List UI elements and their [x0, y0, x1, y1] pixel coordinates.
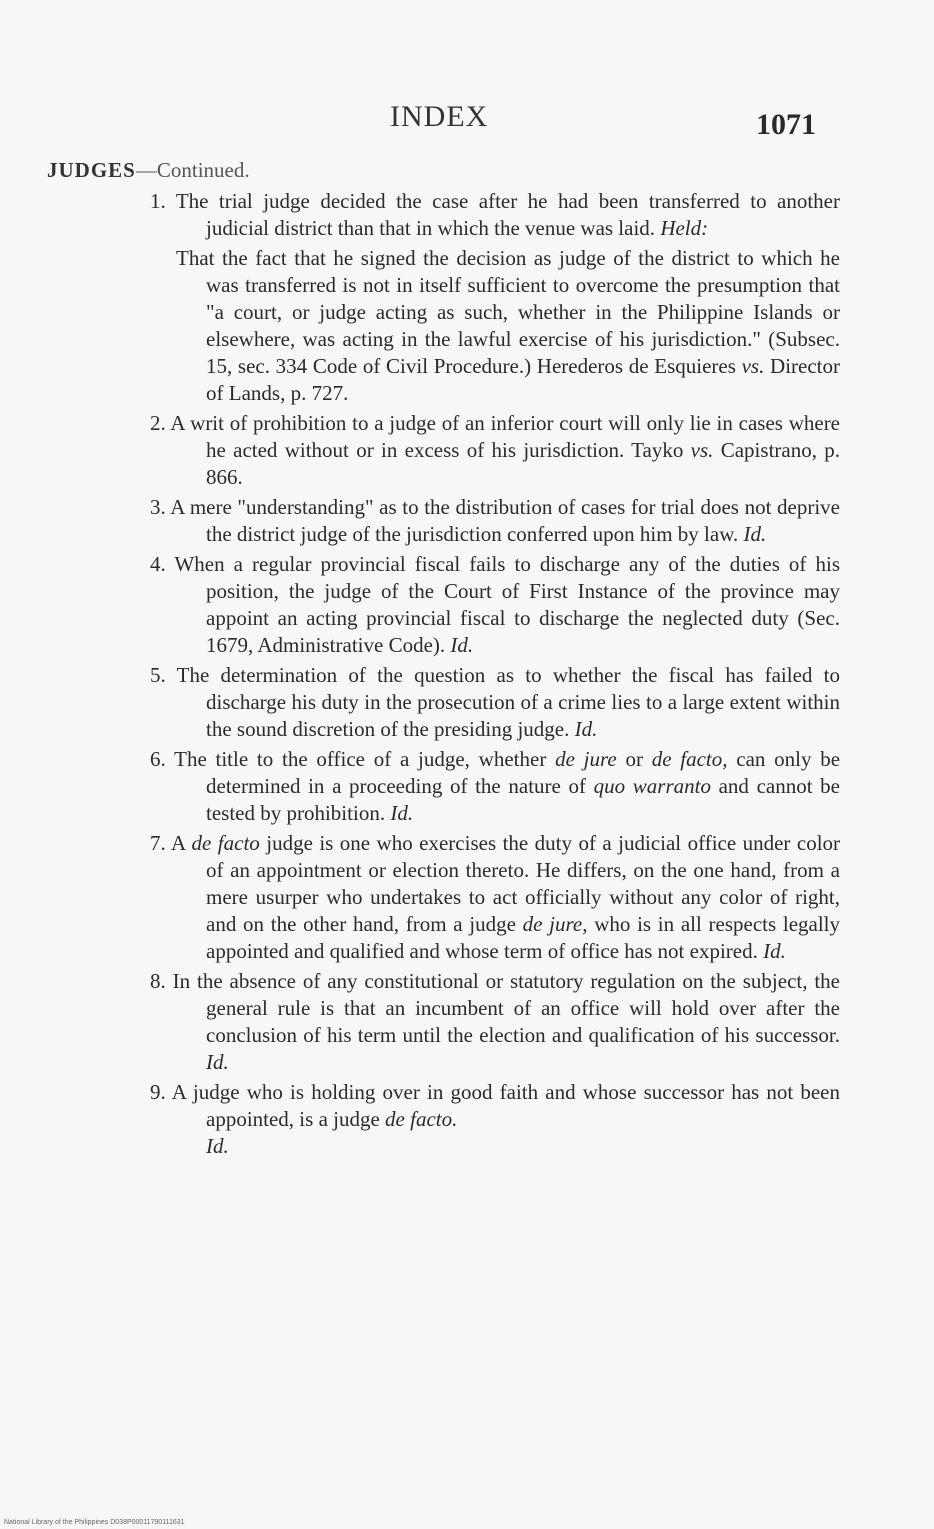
latin-term: de facto, — [651, 747, 728, 771]
held-label: Held: — [660, 216, 709, 240]
id-reference: Id. — [390, 801, 414, 825]
entry-number: 5. — [150, 663, 166, 687]
entry-number: 9. — [150, 1080, 166, 1104]
entry-text: and cannot be tested by prohibition. — [206, 774, 841, 825]
entry-text: judge is one who exercises the duty of a judicial office under color of an appointment or election thereto. He differs, on the one hand, from a mere usurper who undertakes to act officially without any color of right, and on the other hand, from a judge — [206, 831, 841, 936]
entry-text: A — [171, 831, 186, 855]
entry-number: 6. — [150, 747, 166, 771]
index-entry-5 — [150, 662, 840, 743]
section-heading — [47, 158, 250, 183]
scan-footer-note: National Library of the Philippines D038P00011790111631 — [4, 1519, 185, 1526]
entry-text: can only be determined in a proceeding of the nature of — [206, 747, 841, 798]
held-text: That the fact that he signed the decision as judge of the district to which he was transferred is not in itself sufficient to overcome the presumption that "a court, or judge acting as such, whether in the Philippine Islands or elsewhere, was acting in the lawful exercise of his jurisdiction." (Subsec. 15, sec. 334 Code of Civil Procedure.) Herederos de Esquieres — [176, 246, 840, 378]
index-entry-3 — [150, 494, 840, 548]
entry-text: When a regular provincial fiscal fails to discharge any of the duties of his position, the judge of the Court of First Instance of the province may appoint an acting provincial fiscal to discharge the neglected duty (Sec. 1679, Administrative Code). — [174, 552, 840, 657]
entry-number: 8. — [150, 969, 166, 993]
held-paragraph — [150, 245, 840, 407]
entry-text: A judge who is holding over in good faith and whose successor has not been appointed, is a judge — [171, 1080, 840, 1131]
entry-text: The trial judge decided the case after he had been transferred to another judicial district than that in which the venue was laid. — [175, 189, 840, 240]
index-entry-1 — [150, 188, 840, 242]
entry-text: or — [625, 747, 643, 771]
entry-number: 3. — [150, 495, 166, 519]
section-head-word: JUDGES — [47, 158, 136, 182]
case-citation: Director of Lands, p. 727. — [206, 354, 841, 405]
id-reference: Id. — [206, 1134, 229, 1158]
entry-number: 4. — [150, 552, 166, 576]
id-reference: Id. — [206, 1050, 229, 1074]
entry-number: 1. — [150, 189, 166, 213]
page-number: 1071 — [756, 108, 816, 141]
page-header — [0, 96, 934, 146]
latin-term: de jure — [555, 747, 617, 771]
index-entry-2 — [150, 410, 840, 491]
latin-term: quo warranto — [593, 774, 711, 798]
index-entry-6 — [150, 746, 840, 827]
entry-text: A mere "understanding" as to the distribution of cases for trial does not deprive the district judge of the jurisdiction conferred upon him by law. — [170, 495, 841, 546]
entry-number: 7. — [150, 831, 166, 855]
id-reference: Id. — [763, 939, 786, 963]
entry-text: A writ of prohibition to a judge of an inferior court will only lie in cases where he acted without or in excess of his jurisdiction. Tayko — [170, 411, 841, 462]
index-entry-8 — [150, 968, 840, 1076]
entry-number: 2. — [150, 411, 166, 435]
latin-term: de jure, — [522, 912, 588, 936]
index-entry-4 — [150, 551, 840, 659]
running-title: INDEX — [390, 100, 489, 133]
entry-text: The determination of the question as to whether the fiscal has failed to discharge his duty in the prosecution of a crime lies to a large extent within the sound discretion of the presiding judge. — [176, 663, 841, 741]
latin-term: de facto. — [385, 1107, 458, 1131]
entry-text: In the absence of any constitutional or statutory regulation on the subject, the general rule is that an incumbent of an office will hold over after the conclusion of his term until the election and qualification of his successor. — [172, 969, 840, 1047]
index-entries — [150, 188, 840, 1163]
index-entry-9 — [150, 1079, 840, 1160]
entry-text: The title to the office of a judge, whether — [174, 747, 547, 771]
case-citation: Capistrano, p. 866. — [206, 438, 841, 489]
section-continued: —Continued. — [135, 158, 250, 182]
id-reference: Id. — [450, 633, 474, 657]
entry-text: who is in all respects legally appointed and qualified and whose term of office has not expired. — [206, 912, 841, 963]
versus-abbrev: vs. — [690, 438, 714, 462]
id-reference: Id. — [743, 522, 767, 546]
versus-abbrev: vs. — [741, 354, 765, 378]
index-entry-7 — [150, 830, 840, 965]
id-reference: Id. — [574, 717, 598, 741]
latin-term: de facto — [191, 831, 260, 855]
